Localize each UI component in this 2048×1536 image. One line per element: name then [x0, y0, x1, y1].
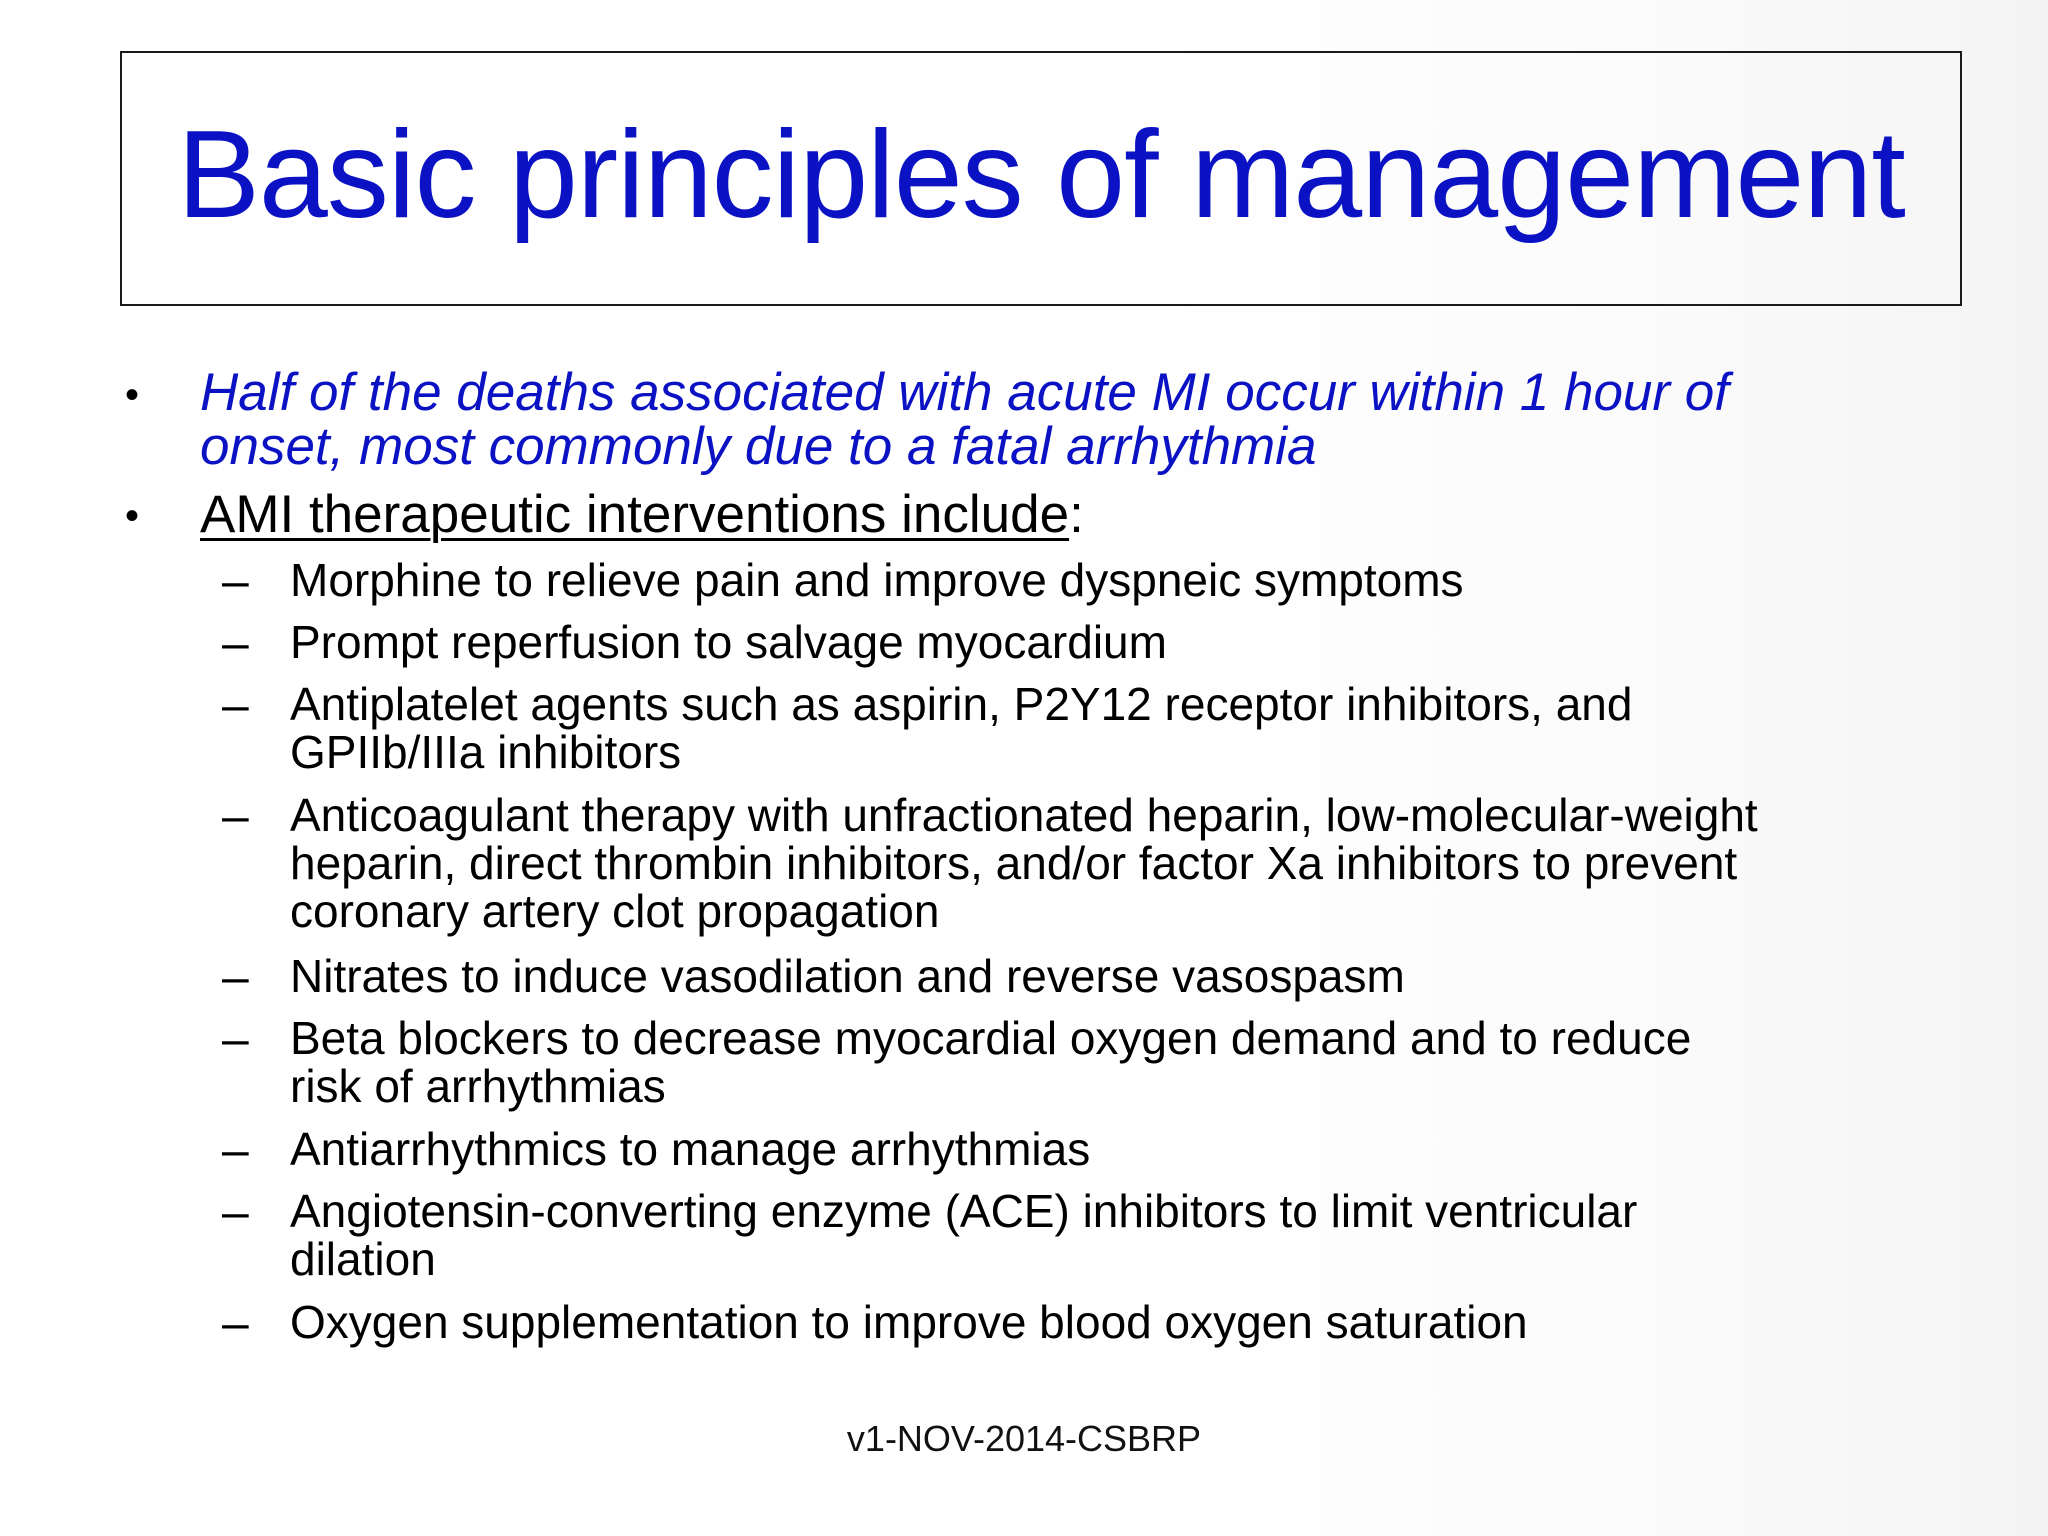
footer-version: v1-NOV-2014-CSBRP: [846, 1418, 1202, 1459]
sub-item-anticoagulant: Anticoagulant therapy with unfractionated heparin, low-molecular-weight heparin, direct thrombin inhibitors, and/or factor Xa inhibitors to prevent coronary artery clot propagation: [290, 789, 1758, 937]
sub-item-marker: –: [222, 951, 249, 1004]
slide-title: Basic principles of management: [177, 105, 1905, 244]
sub-item-marker: –: [222, 1013, 249, 1066]
bullet-2-underlined-text: AMI therapeutic interventions include: [200, 485, 1070, 544]
bullet-marker: •: [125, 373, 140, 417]
title-box: [120, 51, 1962, 306]
sub-item-marker: –: [222, 1186, 249, 1239]
bullet-marker: •: [125, 494, 140, 538]
bullet-1-line-1: Half of the deaths associated with acute MI occur within 1 hour of: [200, 363, 1729, 422]
sub-item-marker: –: [222, 555, 249, 608]
sub-item-antiarrhythmics: Antiarrhythmics to manage arrhythmias: [290, 1123, 1091, 1175]
sub-item-marker: –: [222, 679, 249, 732]
sub-item-beta-blockers: Beta blockers to decrease myocardial oxygen demand and to reduce risk of arrhythmias: [290, 1012, 1692, 1112]
sub-item-marker: –: [222, 617, 249, 670]
bullet-2-suffix: :: [1069, 485, 1084, 544]
bullet-1-line-2: onset, most commonly due to a fatal arrhythmia: [200, 417, 1317, 477]
bullet-2-text: [200, 485, 1900, 544]
sub-item-marker: –: [222, 790, 249, 843]
sub-item-marker: –: [222, 1297, 249, 1350]
sub-item-antiplatelet: Antiplatelet agents such as aspirin, P2Y12 receptor inhibitors, and GPIIb/IIIa inhibitors: [290, 678, 1633, 778]
sub-item-morphine: Morphine to relieve pain and improve dyspneic symptoms: [290, 554, 1464, 606]
sub-item-marker: –: [222, 1124, 249, 1177]
bullet-1-text: [200, 363, 1900, 477]
sub-item-reperfusion: Prompt reperfusion to salvage myocardium: [290, 616, 1167, 668]
sub-item-nitrates: Nitrates to induce vasodilation and reverse vasospasm: [290, 950, 1405, 1002]
sub-item-ace-inhibitors: Angiotensin-converting enzyme (ACE) inhibitors to limit ventricular dilation: [290, 1185, 1638, 1285]
sub-item-oxygen: Oxygen supplementation to improve blood oxygen saturation: [290, 1296, 1528, 1348]
